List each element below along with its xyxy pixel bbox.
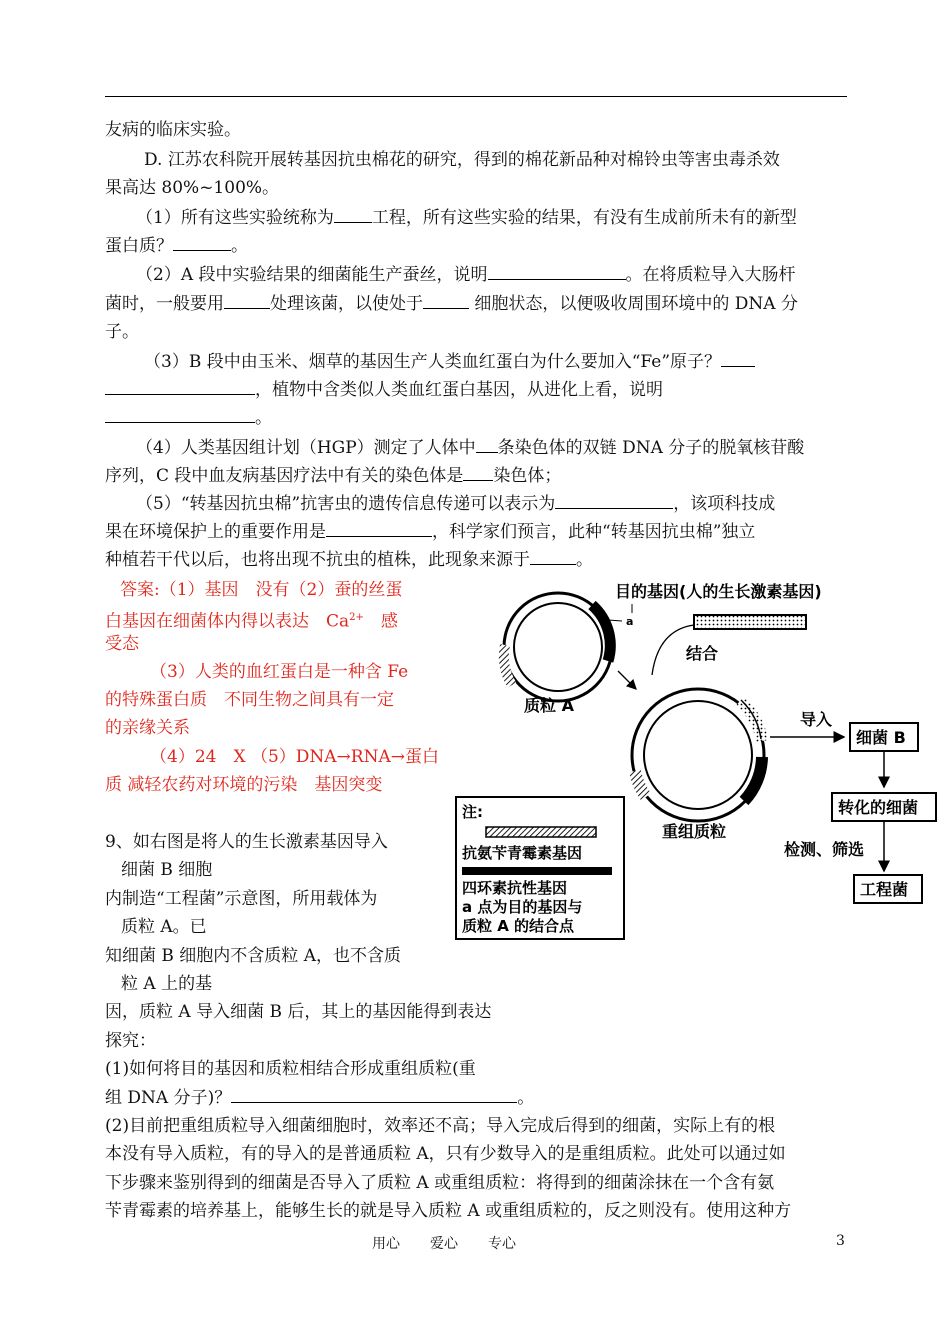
import-label: 导入: [800, 710, 833, 729]
question-5-end: 种植若干代以后，也将出现不抗虫的植株，此现象来源于 。: [105, 550, 593, 570]
answer-blank[interactable]: [463, 466, 493, 481]
combine-arrow: [618, 671, 636, 689]
subquestion-1: (1)如何将目的基因和质粒相结合形成重组质粒(重: [105, 1059, 476, 1079]
answer-blank[interactable]: [105, 408, 255, 423]
text-line: 友病的临床实验。: [105, 120, 241, 140]
answer-line: 受态: [105, 634, 139, 654]
answer-blank[interactable]: [231, 1088, 517, 1103]
text-line: D. 江苏农科院开展转基因抗虫棉花的研究，得到的棉花新品种对棉铃虫等害虫毒杀效: [144, 150, 780, 170]
subquestion-1-cont: 组 DNA 分子)？ 。: [105, 1088, 535, 1108]
problem-9-line: 内制造“工程菌”示意图，所用载体为: [105, 889, 378, 909]
subquestion-2: (2)目前把重组质粒导入细菌细胞时，效率还不高；导入完成后得到的细菌，实际上有的根: [105, 1116, 776, 1136]
problem-9-line: 因，质粒 A 导入细菌 B 后，其上的基因能得到表达: [105, 1002, 492, 1022]
answer-blank[interactable]: [476, 438, 498, 453]
answer-blank[interactable]: [334, 208, 372, 223]
legend-amp: 抗氨苄青霉素基因: [462, 844, 583, 862]
answer-blank[interactable]: [224, 294, 270, 309]
engineered-label: 工程菌: [860, 880, 909, 899]
answer-line: 的亲缘关系: [105, 718, 190, 738]
transformed-label: 转化的细菌: [838, 798, 919, 817]
legend-tet: 四环素抗性基因: [462, 879, 568, 897]
problem-9-line: 质粒 A。已: [121, 917, 207, 937]
question-3: （3）B 段中由玉米、烟草的基因生产人类血红蛋白为什么要加入“Fe”原子？: [144, 352, 755, 372]
question-2: （2）A 段中实验结果的细菌能生产蚕丝，说明 。在将质粒导入大肠杆: [136, 265, 796, 285]
question-1-cont: 蛋白质？ 。: [105, 236, 248, 256]
legend-title: 注:: [462, 803, 483, 821]
page-number: 3: [836, 1233, 845, 1249]
problem-9-line: 探究：: [105, 1031, 156, 1051]
answer-blank[interactable]: [555, 494, 673, 509]
answer-blank[interactable]: [105, 380, 255, 395]
answer-blank[interactable]: [488, 265, 626, 280]
answer-line: （4）24 X （5）DNA→RNA→蛋白: [150, 747, 439, 767]
recombinant-label: 重组质粒: [662, 822, 727, 841]
answer-blank[interactable]: [721, 352, 755, 367]
legend-amp-swatch: [486, 827, 596, 837]
question-1: （1）所有这些实验统称为 工程，所有这些实验的结果，有没有生成前所未有的新型: [136, 208, 797, 228]
answer-line: 答案:（1）基因 没有（2）蚕的丝蛋: [120, 580, 403, 600]
subquestion-2: 下步骤来鉴别得到的细菌是否导入了质粒 A 或重组质粒：将得到的细菌涂抹在一个含有氨: [105, 1173, 775, 1193]
plasmid-a: [504, 593, 612, 701]
plasmid-a-label: 质粒 A: [524, 696, 574, 715]
answer-line: 质 减轻农药对环境的污染 基因突变: [105, 775, 383, 795]
question-2-end: 子。: [105, 322, 139, 342]
target-gene-bar: [694, 615, 806, 629]
target-gene-label: 目的基因(人的生长激素基因): [615, 582, 822, 601]
problem-9-line: 9、如右图是将人的生长激素基因导入: [105, 832, 388, 852]
engineered-bacteria-diagram: [440, 575, 940, 950]
problem-9-line: 细菌 B 细胞: [121, 860, 213, 880]
text-line: 果高达 80%~100%。: [105, 178, 280, 198]
question-2-cont: 菌时，一般要用 处理该菌，以使处于 细胞状态，以便吸收周围环境中的 DNA 分: [105, 294, 798, 314]
header-rule: [105, 96, 847, 97]
answer-blank[interactable]: [173, 236, 231, 251]
legend-a-line2: 质粒 A 的结合点: [462, 917, 575, 935]
problem-9-line: 粒 A 上的基: [121, 974, 213, 994]
footer-motto-2: 爱心: [430, 1236, 458, 1252]
footer-motto-1: 用心: [372, 1236, 400, 1252]
question-4-cont: 序列，C 段中血友病基因疗法中有关的染色体是 染色体；: [105, 466, 562, 486]
subquestion-2: 本没有导入质粒，有的导入的是普通质粒 A，只有少数导入的是重组质粒。此处可以通过如: [105, 1144, 786, 1164]
legend-a-line1: a 点为目的基因与: [462, 898, 583, 916]
question-5: （5）“转基因抗虫棉”抗害虫的遗传信息传递可以表示为 ，该项科技成: [136, 494, 776, 514]
question-5-cont: 果在环境保护上的重要作用是 ，科学家们预言，此种“转基因抗虫棉”独立: [105, 522, 756, 542]
legend: [456, 797, 624, 939]
answer-line: 的特殊蛋白质 不同生物之间具有一定: [105, 690, 394, 710]
combine-label: 结合: [686, 644, 719, 663]
point-a-label: a: [626, 615, 634, 628]
legend-tet-swatch: [462, 867, 612, 875]
subquestion-2: 苄青霉素的培养基上，能够生长的就是导入质粒 A 或重组质粒的，反之则没有。使用这种方: [105, 1201, 792, 1221]
bacteria-b-label: 细菌 B: [856, 728, 906, 747]
detect-label: 检测、筛选: [784, 840, 865, 859]
question-3-cont: ，植物中含类似人类血红蛋白基因，从进化上看，说明: [105, 380, 663, 400]
question-3-end: 。: [105, 408, 272, 428]
footer-motto-3: 专心: [488, 1236, 516, 1252]
question-4: （4）人类基因组计划（HGP）测定了人体中 条染色体的双链 DNA 分子的脱氧核苷酸: [136, 438, 805, 458]
answer-line: 白基因在细菌体内得以表达 $Ca^{2+}$ 感: [105, 611, 398, 632]
answer-blank[interactable]: [530, 550, 576, 565]
answer-blank[interactable]: [326, 522, 432, 537]
answer-line: （3）人类的血红蛋白是一种含 Fe: [150, 662, 409, 682]
recombinant-plasmid: [632, 689, 764, 821]
answer-blank[interactable]: [423, 294, 469, 309]
problem-9-line: 知细菌 B 细胞内不含质粒 A，也不含质: [105, 946, 401, 966]
